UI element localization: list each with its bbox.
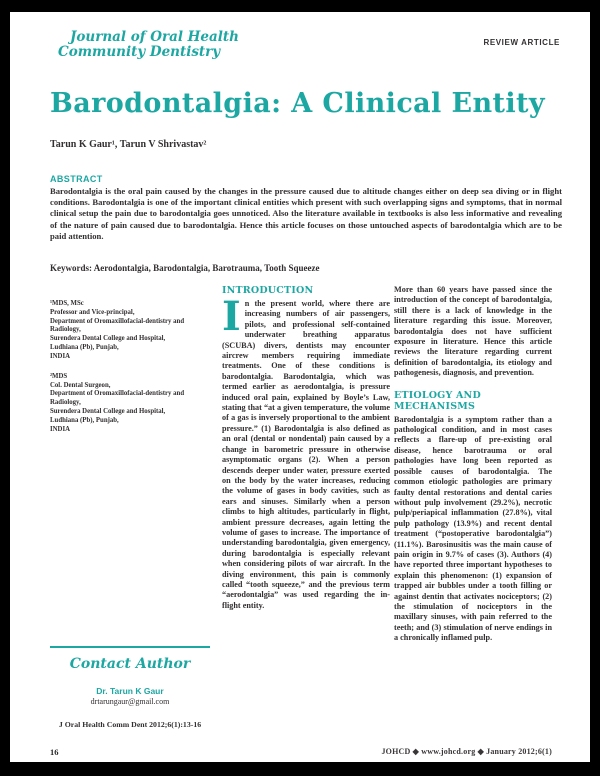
affiliation-line: Department of Oromaxillofacial-dentistry and <box>50 390 185 398</box>
running-footer: JOHCD ◆ www.johcd.org ◆ January 2012;6(1) <box>381 747 552 756</box>
keywords-text: Aerodontalgia, Barodontalgia, Barotrauma, Tooth Squeeze <box>92 263 320 273</box>
affiliation-line: INDIA <box>50 425 71 433</box>
drop-cap: I <box>222 293 241 340</box>
keywords-line <box>50 263 320 273</box>
affiliation-line: INDIA <box>50 352 71 360</box>
affiliation-line: Department of Oromaxillofacial-dentistry and <box>50 317 185 325</box>
column2-paragraph-1: More than 60 years have passed since the introduction of the concept of barodontalgia, still there is a lack of knowledge in the literature regarding this issue. Moreover, barodontalgia does not have sufficient exposure in literature. Hence this article reviews the literature regarding current definition of barodontalgia, its etiology and pathogenesis, diagnosis, and prevention. <box>394 285 552 378</box>
journal-name-line2: Community Dentistry <box>58 43 221 60</box>
affiliations-sidebar <box>50 300 208 446</box>
contact-author-email: drtarungaur@gmail.com <box>90 697 170 706</box>
affiliation-line: Radiology, <box>50 326 81 334</box>
affiliation-line: Surendera Dental College and Hospital, <box>50 408 166 416</box>
abstract-text: Barodontalgia is the oral pain caused by the changes in the pressure caused due to altitude changes either on deep sea diving or in flight conditions. Barodontalgia is one of the important clinical entities which present with such overlapping signs and symptoms, that in normal clinical setup the pain due to barodontalgia goes unnoticed. Also the literature available in textbooks is also less informative and revealing of the nature of pain caused due to barodontalgia. Hence this article focuses on those untouched aspects of barodontalgia which are to be paid attention. <box>50 186 562 241</box>
affiliation-line: Ludhiana (Pb), Punjab, <box>50 416 119 424</box>
column2-paragraph-2: Barodontalgia is a symptom rather than a pathological condition, and in most cases reflects a flare-up of pre-existing oral disease, hence barotrauma or oral pathologies have long been reported as possible causes of barodontalgia. The common etiologic pathologies are primary faulty dental restorations and dental caries without pulp involvement (29.2%), necrotic pulp/periapical inflammation (27.8%), vital pulp pathology (13.9%) and recent dental treatment (“postoperative barodontalgia”) (11.1%). Barosinusitis was the main cause of pain origin in 9.7% of cases (3). Authors (4) have reported three important hypotheses to explain this phenomenon: (1) expansion of trapped air bubbles under a tooth filling or against dentin that activates nociceptors; (2) the stimulation of nociceptors in the maxillary sinuses, with pain referred to the teeth; and (3) stimulation of nerve endings in a chronically inflamed pulp. <box>394 414 552 643</box>
article-type-badge: REVIEW ARTICLE <box>483 38 560 47</box>
contact-author-name: Dr. Tarun K Gaur <box>96 686 164 696</box>
affiliation-line: ²MDS <box>50 372 68 380</box>
journal-logo <box>58 30 239 59</box>
contact-author-heading: Contact Author <box>69 656 191 672</box>
affiliation-line: Radiology, <box>50 399 81 407</box>
authors-line: Tarun K Gaur¹, Tarun V Shrivastav² <box>50 139 207 150</box>
spacer <box>394 379 552 390</box>
contact-author-box <box>50 646 210 729</box>
keywords-label: Keywords: <box>50 263 92 273</box>
affiliation-line: Surendera Dental College and Hospital, <box>50 335 166 343</box>
etiology-heading: ETIOLOGY AND MECHANISMS <box>394 389 481 412</box>
introduction-text: n the present world, where there are increasing numbers of air passengers, pilots, and professional self-contained underwater breathing apparatus (SCUBA) divers, dentists may encounter aircrew members requiring immediate treatments. One of these conditions is barodontalgia. Barodontalgia, which was termed earlier as aerodontalgia, is pressure induced oral pain, explained by Boyle’s Law, stating that “at a given temperature, the volume of a gas is inversely proportional to the ambient pressure.” (1) Barodontalgia is also defined as an oral (dental or nondental) pain caused by a change in barometric pressure in otherwise asymptomatic organs (2). When a person descends deeper under water, pressure exerted on the body by the water increases, reducing the volume of gases in body cavities, such as ears and sinuses. Similarly when a person climbs to high altitudes, particularly in flight, ambient pressure decreases, again letting the volume of gases to increase. The importance of understanding barodontalgia, given emergency, during barodontalgia is especially relevant when considering pilots of war aircraft. In the diving environment, this pain is commonly called “tooth squeeze,” and the previous term “aerodontalgia” was used regarding the in-flight entity. <box>222 299 390 610</box>
introduction-heading: INTRODUCTION <box>222 285 314 296</box>
teal-divider <box>50 646 210 648</box>
page-number: 16 <box>50 747 59 757</box>
affiliation-author1 <box>50 300 208 362</box>
article-title: Barodontalgia: A Clinical Entity <box>50 88 546 119</box>
affiliation-line: Ludhiana (Pb), Punjab, <box>50 344 119 352</box>
body-column-1 <box>222 285 390 611</box>
introduction-paragraph <box>222 293 390 611</box>
affiliation-author2 <box>50 373 208 435</box>
article-page <box>10 12 590 762</box>
affiliation-line: Col. Dental Surgeon, <box>50 381 111 389</box>
affiliation-line: ¹MDS, MSc <box>50 300 84 307</box>
abstract-heading: ABSTRACT <box>50 174 103 184</box>
body-column-2 <box>394 285 552 644</box>
citation-line: J Oral Health Comm Dent 2012;6(1):13-16 <box>58 720 202 729</box>
affiliation-line: Professor and Vice-principal, <box>50 308 135 316</box>
journal-name-line1: Journal of Oral Health <box>70 29 239 45</box>
